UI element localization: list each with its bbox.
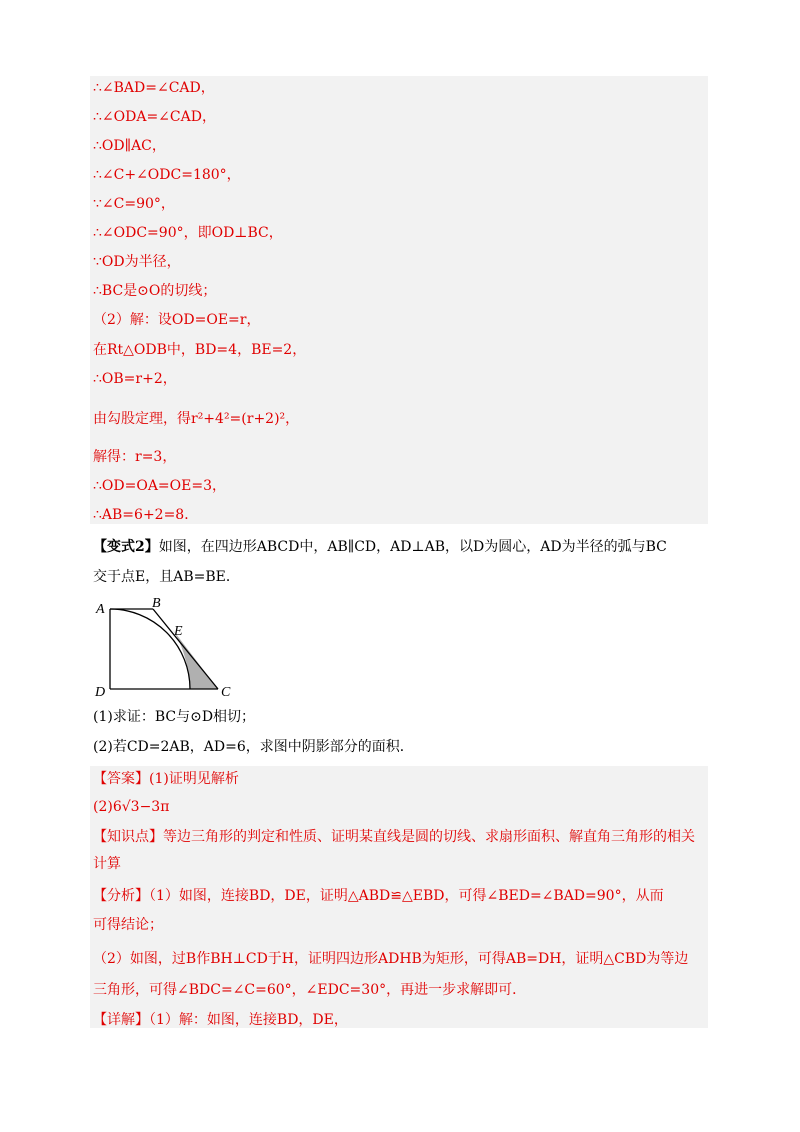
question-2: (2)若CD=2AB，AD=6，求图中阴影部分的面积． [93, 739, 414, 755]
arc-ae [110, 609, 190, 689]
question-1: (1)求证：BC与⊙D相切； [93, 709, 256, 725]
solution-line: ∵OD为半径， [93, 254, 181, 270]
solution-line: ∴BC是⊙O的切线； [93, 283, 217, 299]
variant-text-1: 如图，在四边形ABCD中，AB∥CD，AD⊥AB，以D为圆心，AD为半径的弧与BC [158, 539, 667, 555]
variant-tag: 【变式2】 [93, 539, 159, 555]
label-a: A [96, 602, 105, 617]
solution-line: ∴∠ODC=90°，即OD⊥BC， [93, 225, 283, 241]
solution-line: ∴∠C+∠ODC=180°， [93, 167, 241, 183]
label-b: B [152, 596, 161, 611]
label-c: C [221, 685, 231, 700]
solution-line: 在Rt△ODB中，BD=4，BE=2， [93, 342, 307, 358]
solution-line: ∴OB=r+2， [93, 371, 177, 387]
analysis-line-2: 可得结论； [93, 917, 163, 933]
solution-line: 由勾股定理，得r²+4²=(r+2)²， [93, 411, 300, 427]
variant-line-1 [93, 537, 667, 557]
answer-line-2: (2)6√3−3π [93, 799, 170, 815]
label-d: D [95, 685, 106, 700]
solution-line: ∴∠BAD=∠CAD， [93, 80, 215, 96]
variant-line-2: 交于点E，且AB=BE． [93, 569, 240, 585]
solution-line: ∴OD∥AC， [93, 138, 166, 154]
label-e: E [174, 624, 183, 639]
solution-line: ∴OD=OA=OE=3， [93, 478, 226, 494]
solution-line: 解得：r=3， [93, 449, 177, 465]
knowledge-line-1: 【知识点】等边三角形的判定和性质、证明某直线是圆的切线、求扇形面积、解直角三角形的相关 [93, 829, 695, 845]
side-bc [153, 609, 218, 689]
knowledge-line-2: 计算 [93, 856, 121, 872]
solution-line: ∵∠C=90°， [93, 196, 175, 212]
detail-line-1: 【详解】（1）解：如图，连接BD，DE， [93, 1012, 348, 1028]
analysis-line-1: 【分析】（1）如图，连接BD，DE，证明△ABD≌△EBD，可得∠BED=∠BAD=90°，从而 [93, 888, 664, 904]
solution-line: ∴AB=6+2=8． [93, 507, 199, 523]
solution-line: （2）解：设OD=OE=r， [93, 312, 261, 328]
analysis-line-3: （2）如图，过B作BH⊥CD于H，证明四边形ADHB为矩形，可得AB=DH，证明△CBD为等边 [93, 951, 689, 967]
analysis-line-4: 三角形，可得∠BDC=∠C=60°，∠EDC=30°，再进一步求解即可． [93, 982, 527, 998]
solution-line: ∴∠ODA=∠CAD， [93, 109, 216, 125]
answer-line-1: 【答案】(1)证明见解析 [93, 771, 239, 787]
geometry-figure [90, 596, 240, 700]
